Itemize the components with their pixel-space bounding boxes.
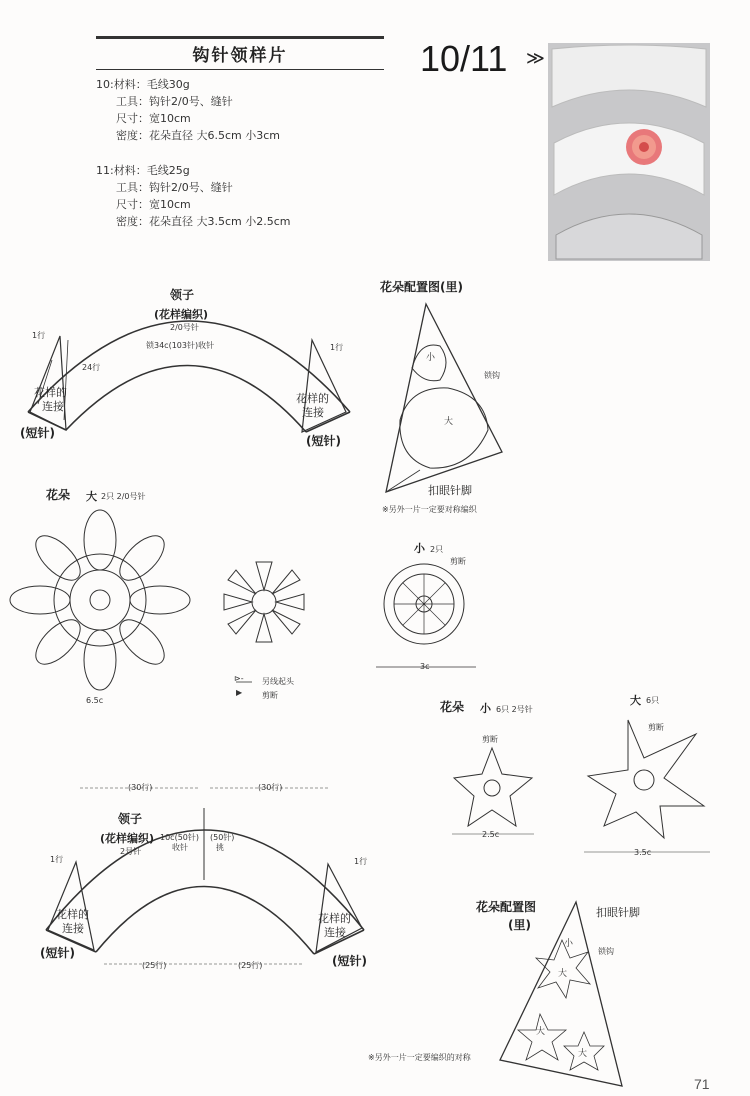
flowers-11-large-label: 大 (630, 694, 641, 707)
project-number: 10/11 (420, 38, 508, 79)
collar-10-join-left-2: 连接 (42, 400, 64, 413)
layout-10-note: ※另外一片一定要对称编织 (382, 505, 477, 514)
section-title: 钩针领样片 (192, 46, 288, 66)
flowers-11-cut-small: 剪断 (482, 735, 498, 744)
collar-11-title: 领子 (118, 812, 143, 826)
material-row: 10:材料：毛线30g (96, 78, 190, 91)
layout-10-stitch: 扣眼针脚 (428, 484, 472, 497)
layout-11-small: 小 (564, 939, 574, 949)
collar-10-short-right: (短针) (306, 434, 341, 448)
layout-10-chain: 锁钩 (484, 371, 500, 380)
flowers-11-small-label: 小 (480, 702, 491, 715)
flowers-10-small-label: 小 (414, 542, 425, 555)
layout-11-title-sub: (里) (508, 918, 531, 932)
collar-11-bot-right: (25行) (238, 961, 263, 970)
layout-11-title: 花朵配置图 (476, 900, 537, 914)
material-row: 密度：花朵直径 大3.5cm 小2.5cm (116, 215, 291, 228)
flowers-11-small-qty: 6只 2号针 (496, 705, 533, 714)
collar-11-top-left: (30行) (128, 783, 153, 792)
flowers-10-large-label: 大 (86, 490, 97, 503)
layout-10-large: 大 (444, 417, 454, 427)
small-star-11-diagram (452, 748, 534, 834)
flowers-11-large-qty: 6只 (646, 696, 660, 705)
layout-11-large: 大 (558, 969, 568, 979)
flowers-10-large-size: 6.5c (86, 696, 104, 705)
collar-11-diagram (46, 788, 364, 964)
collar-10-title: 领子 (170, 288, 195, 302)
large-star-11-diagram (584, 720, 710, 852)
material-row: 11:材料：毛线25g (96, 164, 190, 177)
flowers-10-large-qty: 2只 2/0号针 (101, 492, 146, 501)
layout-11-chain: 锁钩 (598, 947, 614, 956)
legend-start-icon: ⊳- (234, 674, 244, 683)
collar-11-rows-left: 1行 (50, 855, 64, 864)
flowers-10-small-size: 3c (420, 662, 430, 671)
small-flower-10-diagram (376, 564, 476, 667)
layout-11-note: ※另外一片一定要编织的对称 (368, 1053, 471, 1062)
flowers-11-small-size: 2.5c (482, 830, 500, 839)
large-flower-10-diagram (10, 510, 190, 690)
flowers-10-title: 花朵 (46, 488, 71, 502)
layout-11-stitch: 扣眼针脚 (596, 906, 640, 919)
collar-10-rows-mid: 24行 (82, 363, 101, 372)
collar-11-join-left-1: 花样的 (56, 908, 89, 921)
collar-10-chain: 锁34c(103针)收针 (146, 341, 215, 350)
flowers-10-cut: 剪断 (450, 557, 466, 566)
legend-cut: 剪断 (262, 691, 278, 700)
collar-10-short-left: (短针) (20, 426, 55, 440)
layout-11-large-2: 大 (536, 1027, 546, 1037)
legend-cut-icon: ▶ (236, 688, 243, 697)
collar-11-bot-left: (25行) (142, 961, 167, 970)
collar-11-join-left-2: 连接 (62, 922, 84, 935)
layout-10-title: 花朵配置图(里) (380, 280, 463, 294)
collar-10-rows-right: 1行 (330, 343, 344, 352)
layout-10-small: 小 (426, 353, 436, 363)
flower-layout-10-diagram (386, 304, 502, 492)
collar-10-join-right-1: 花样的 (296, 392, 329, 405)
layout-11-large-3: 大 (578, 1049, 588, 1059)
collar-11-rows-right: 1行 (354, 857, 368, 866)
collar-11-subtitle: (花样编织) (100, 832, 155, 845)
material-row: 工具：钩针2/0号、缝针 (116, 181, 233, 194)
collar-11-inc-1: (50针) (210, 833, 235, 842)
collar-10-subtitle: (花样编织) (154, 308, 209, 321)
collar-11-join-right-2: 连接 (324, 926, 346, 939)
page-number: 71 (694, 1076, 710, 1092)
collar-11-short-left: (短针) (40, 946, 75, 960)
flowers-11-title: 花朵 (440, 700, 465, 714)
collar-11-inc-2: 挑 (216, 843, 224, 852)
collar-11-join-right-1: 花样的 (318, 912, 351, 925)
collar-11-dec-2: 收针 (172, 843, 188, 852)
flowers-11-cut-large: 剪断 (648, 723, 664, 732)
double-arrow-icon: ≫ (526, 48, 545, 69)
material-row: 工具：钩针2/0号、缝针 (116, 95, 233, 108)
collar-11-short-right: (短针) (332, 954, 367, 968)
collar-11-hook: 2号针 (120, 847, 142, 856)
medium-flower-10-diagram (224, 562, 304, 642)
material-row: 密度：花朵直径 大6.5cm 小3cm (116, 129, 281, 142)
legend-start: 另线起头 (262, 677, 294, 686)
collar-10-join-right-2: 连接 (302, 406, 324, 419)
flowers-10-small-qty: 2只 (430, 545, 444, 554)
material-row: 尺寸：宽10cm (116, 198, 191, 211)
collar-10-join-left-1: 花样的 (34, 386, 67, 399)
collar-10-hook: 2/0号针 (170, 323, 199, 332)
material-row: 尺寸：宽10cm (116, 112, 191, 125)
collar-11-top-right: (30行) (258, 783, 283, 792)
flowers-11-large-size: 3.5c (634, 848, 652, 857)
collar-10-rows-left: 1行 (32, 331, 46, 340)
collar-11-dec-1: 10c(50针) (160, 833, 199, 842)
